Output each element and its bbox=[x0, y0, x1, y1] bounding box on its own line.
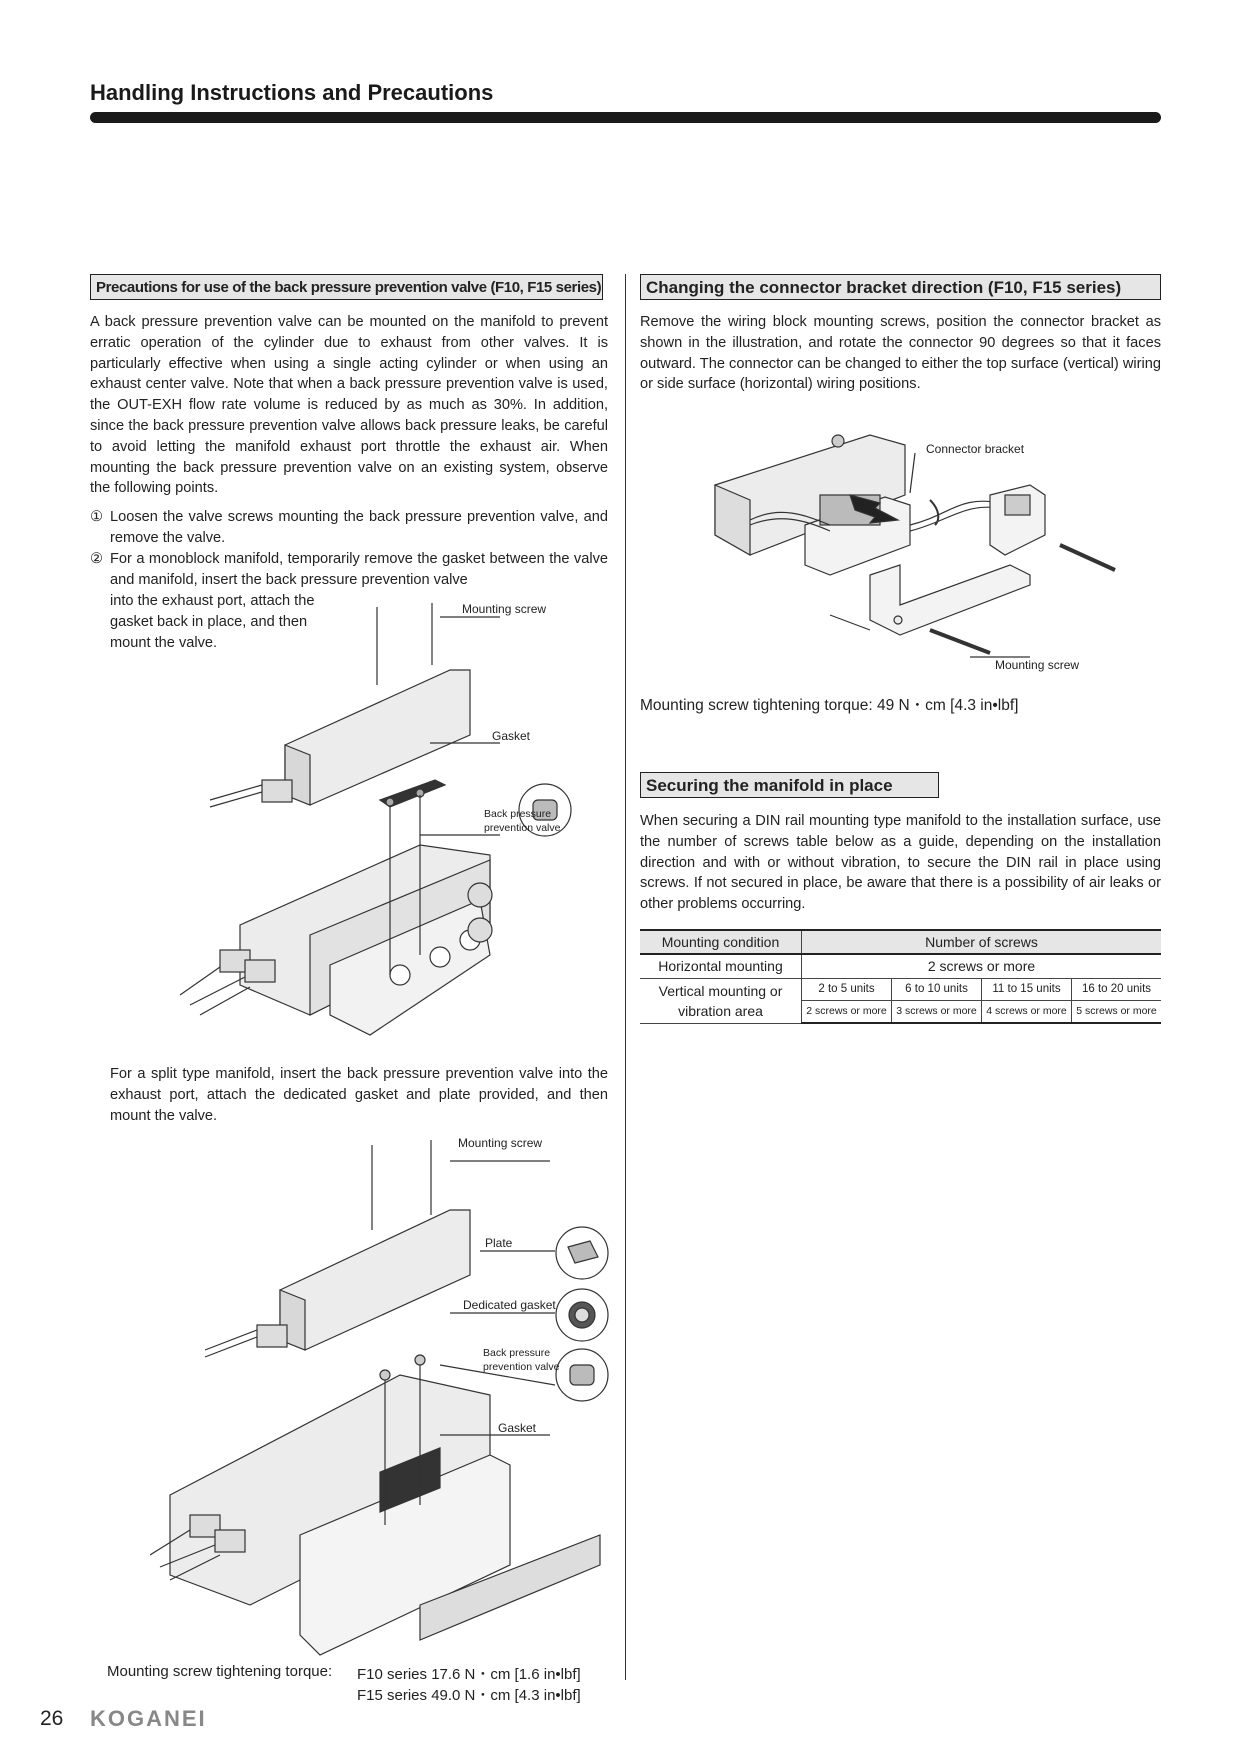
monoblock-manifold-illustration bbox=[170, 595, 620, 1065]
condition-line-1: Vertical mounting or bbox=[658, 982, 783, 999]
label-bpv-2: prevention valve bbox=[483, 1361, 560, 1373]
cell-screws: 3 screws or more bbox=[892, 1000, 982, 1023]
label-connector-bracket: Connector bracket bbox=[926, 442, 1025, 456]
header-number-of-screws: Number of screws bbox=[802, 930, 1162, 954]
label-bpv-1: Back pressure bbox=[484, 808, 552, 820]
cell-units: 2 to 5 units bbox=[802, 978, 892, 1000]
section-heading-back-pressure: Precautions for use of the back pressure prevention valve (F10, F15 series) bbox=[90, 274, 603, 300]
label-gasket: Gasket bbox=[498, 1421, 537, 1435]
step-text: For a monoblock manifold, temporarily remove the gasket between the valve and manifold, insert the back pressure prevention valve bbox=[110, 551, 608, 588]
label-bpv-2: prevention valve bbox=[484, 822, 561, 834]
torque-label: Mounting screw tightening torque: bbox=[107, 1663, 333, 1680]
step-number: ② bbox=[90, 551, 104, 567]
label-bpv-1: Back pressure bbox=[483, 1347, 551, 1359]
cell-horizontal-value: 2 screws or more bbox=[802, 954, 1162, 978]
label-plate: Plate bbox=[485, 1236, 513, 1250]
torque-f10: F10 series 17.6 N・cm [1.6 in•lbf] bbox=[357, 1666, 581, 1683]
section-heading-securing: Securing the manifold in place bbox=[640, 772, 939, 798]
split-manifold-illustration bbox=[150, 1135, 620, 1660]
cell-units: 6 to 10 units bbox=[892, 978, 982, 1000]
step-1 bbox=[90, 507, 608, 549]
split-type-paragraph: For a split type manifold, insert the back pressure prevention valve into the exhaust port, attach the dedicated gasket and plate provided, and then mount the valve. bbox=[110, 1066, 608, 1124]
column-divider bbox=[625, 274, 626, 1680]
securing-paragraph: When securing a DIN rail mounting type manifold to the installation surface, use the number of screws table below as a guide, depending on the installation direction and with or without vibration, to secure the DIN rail in place using screws. If not secured in place, be aware that there is a possibility of air leaks or other problems occurring. bbox=[640, 813, 1161, 913]
intro-paragraph: A back pressure prevention valve can be mounted on the manifold to prevent erratic operation of the cylinder due to exhaust from other valves. It is particularly effective when using a single acting cylinder or when using an exhaust center valve. Note that when a back pressure prevention valve is used, the OUT-EXH flow rate volume is reduced by as much as 30%. In addition, since the back pressure prevention valve allows back pressure leaks, be careful to avoid letting the manifold exhaust port throttle the exhaust air. When mounting the back pressure prevention valve on an existing system, observe the following points. bbox=[90, 314, 608, 497]
condition-line-2: vibration area bbox=[678, 1002, 763, 1019]
section-heading-connector-bracket: Changing the connector bracket direction (F10, F15 series) bbox=[640, 274, 1161, 300]
cell-horizontal-condition: Horizontal mounting bbox=[640, 954, 802, 978]
cell-units: 16 to 20 units bbox=[1072, 978, 1162, 1000]
page-number: 26 bbox=[40, 1707, 64, 1730]
label-gasket: Gasket bbox=[492, 729, 531, 743]
brand-logo: KOGANEI bbox=[90, 1706, 207, 1731]
cell-screws: 4 screws or more bbox=[982, 1000, 1072, 1023]
torque-f15: F15 series 49.0 N・cm [4.3 in•lbf] bbox=[357, 1687, 581, 1704]
connector-bracket-illustration bbox=[710, 425, 1140, 685]
label-mounting-screw: Mounting screw bbox=[458, 1136, 543, 1150]
cell-screws: 5 screws or more bbox=[1072, 1000, 1162, 1023]
page-title: Handling Instructions and Precautions bbox=[90, 80, 494, 105]
label-mounting-screw: Mounting screw bbox=[995, 658, 1080, 672]
cell-units: 11 to 15 units bbox=[982, 978, 1072, 1000]
cell-vertical-condition bbox=[640, 978, 802, 1023]
step-text: Loosen the valve screws mounting the back pressure prevention valve, and remove the valve. bbox=[110, 509, 608, 546]
connector-torque: Mounting screw tightening torque: 49 N・cm [4.3 in•lbf] bbox=[640, 697, 1019, 714]
title-rule bbox=[90, 112, 1161, 123]
step-2-continued: into the exhaust port, attach the gasket back in place, and then mount the valve. bbox=[110, 593, 315, 651]
header-mounting-condition: Mounting condition bbox=[640, 930, 802, 954]
step-number: ① bbox=[90, 509, 104, 525]
step-2 bbox=[90, 549, 608, 591]
screw-count-table bbox=[640, 929, 1161, 1024]
label-dedicated-gasket: Dedicated gasket bbox=[463, 1298, 556, 1312]
cell-screws: 2 screws or more bbox=[802, 1000, 892, 1023]
label-mounting-screw: Mounting screw bbox=[462, 602, 547, 616]
connector-paragraph: Remove the wiring block mounting screws, position the connector bracket as shown in the illustration, and rotate the connector 90 degrees so that it faces outward. The connector can be changed to either the top surface (vertical) wiring or side surface (horizontal) wiring positions. bbox=[640, 314, 1161, 393]
